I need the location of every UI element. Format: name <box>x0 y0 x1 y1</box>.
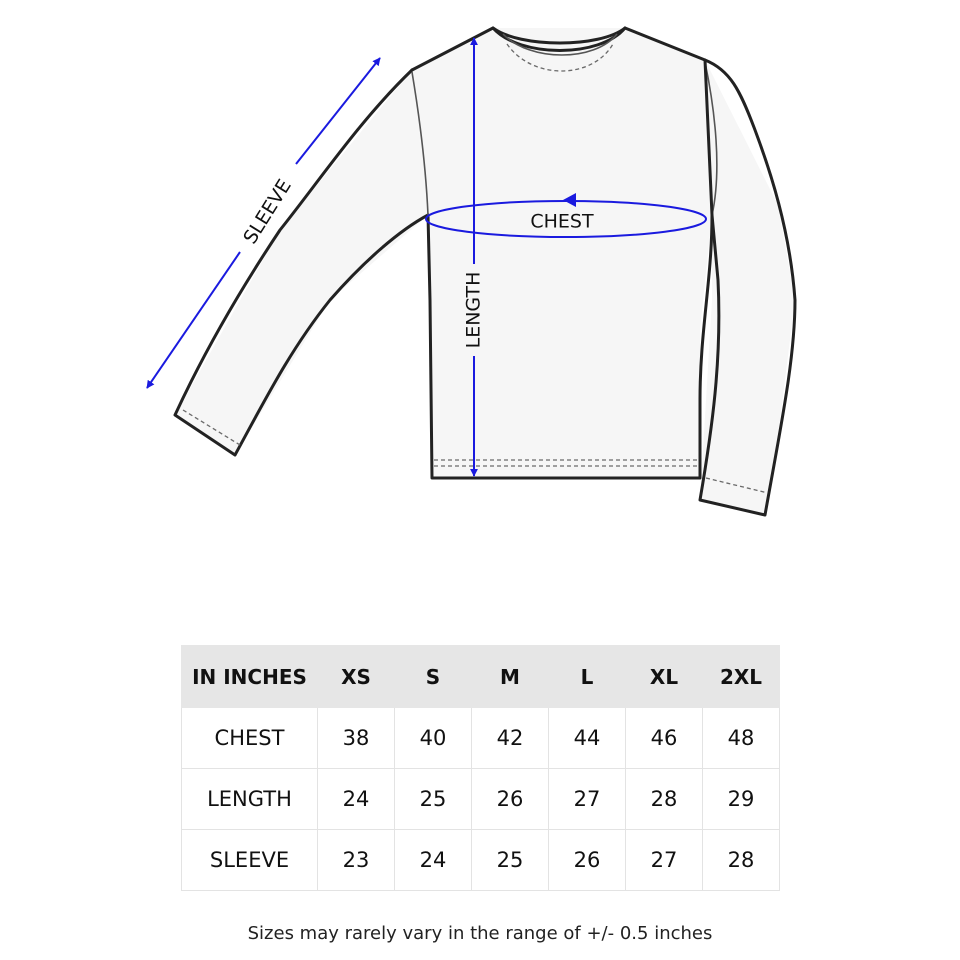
table-header-row <box>182 646 780 708</box>
table-cell: 46 <box>626 708 703 769</box>
table-cell: 23 <box>318 830 395 891</box>
table-cell: 26 <box>472 769 549 830</box>
table-cell: 24 <box>318 769 395 830</box>
row-label: LENGTH <box>182 769 318 830</box>
table-row-chest <box>182 708 780 769</box>
header-cell-xl: XL <box>626 646 703 708</box>
header-cell-xs: XS <box>318 646 395 708</box>
shirt-body <box>412 28 712 478</box>
table-cell: 26 <box>549 830 626 891</box>
table-cell: 25 <box>395 769 472 830</box>
row-label: CHEST <box>182 708 318 769</box>
table-cell: 29 <box>703 769 780 830</box>
table-cell: 24 <box>395 830 472 891</box>
table-cell: 44 <box>549 708 626 769</box>
header-cell-2xl: 2XL <box>703 646 780 708</box>
left-sleeve <box>175 70 428 455</box>
table-cell: 28 <box>703 830 780 891</box>
table-cell: 27 <box>626 830 703 891</box>
header-cell-s: S <box>395 646 472 708</box>
table-cell: 27 <box>549 769 626 830</box>
sleeve-label: SLEEVE <box>239 175 296 248</box>
chest-label: CHEST <box>530 210 594 233</box>
shirt-illustration <box>175 28 795 515</box>
table-cell: 40 <box>395 708 472 769</box>
length-label: LENGTH <box>462 271 485 349</box>
table-row-length <box>182 769 780 830</box>
table-cell: 38 <box>318 708 395 769</box>
header-cell-l: L <box>549 646 626 708</box>
table-cell: 42 <box>472 708 549 769</box>
right-sleeve <box>700 60 795 515</box>
row-label: SLEEVE <box>182 830 318 891</box>
size-variation-note: Sizes may rarely vary in the range of +/- 0.5 inches <box>247 923 713 944</box>
table-cell: 25 <box>472 830 549 891</box>
table-cell: 48 <box>703 708 780 769</box>
table-cell: 28 <box>626 769 703 830</box>
table-row-sleeve <box>182 830 780 891</box>
header-cell-m: M <box>472 646 549 708</box>
size-table <box>181 645 780 891</box>
header-cell-unit: IN INCHES <box>182 646 318 708</box>
